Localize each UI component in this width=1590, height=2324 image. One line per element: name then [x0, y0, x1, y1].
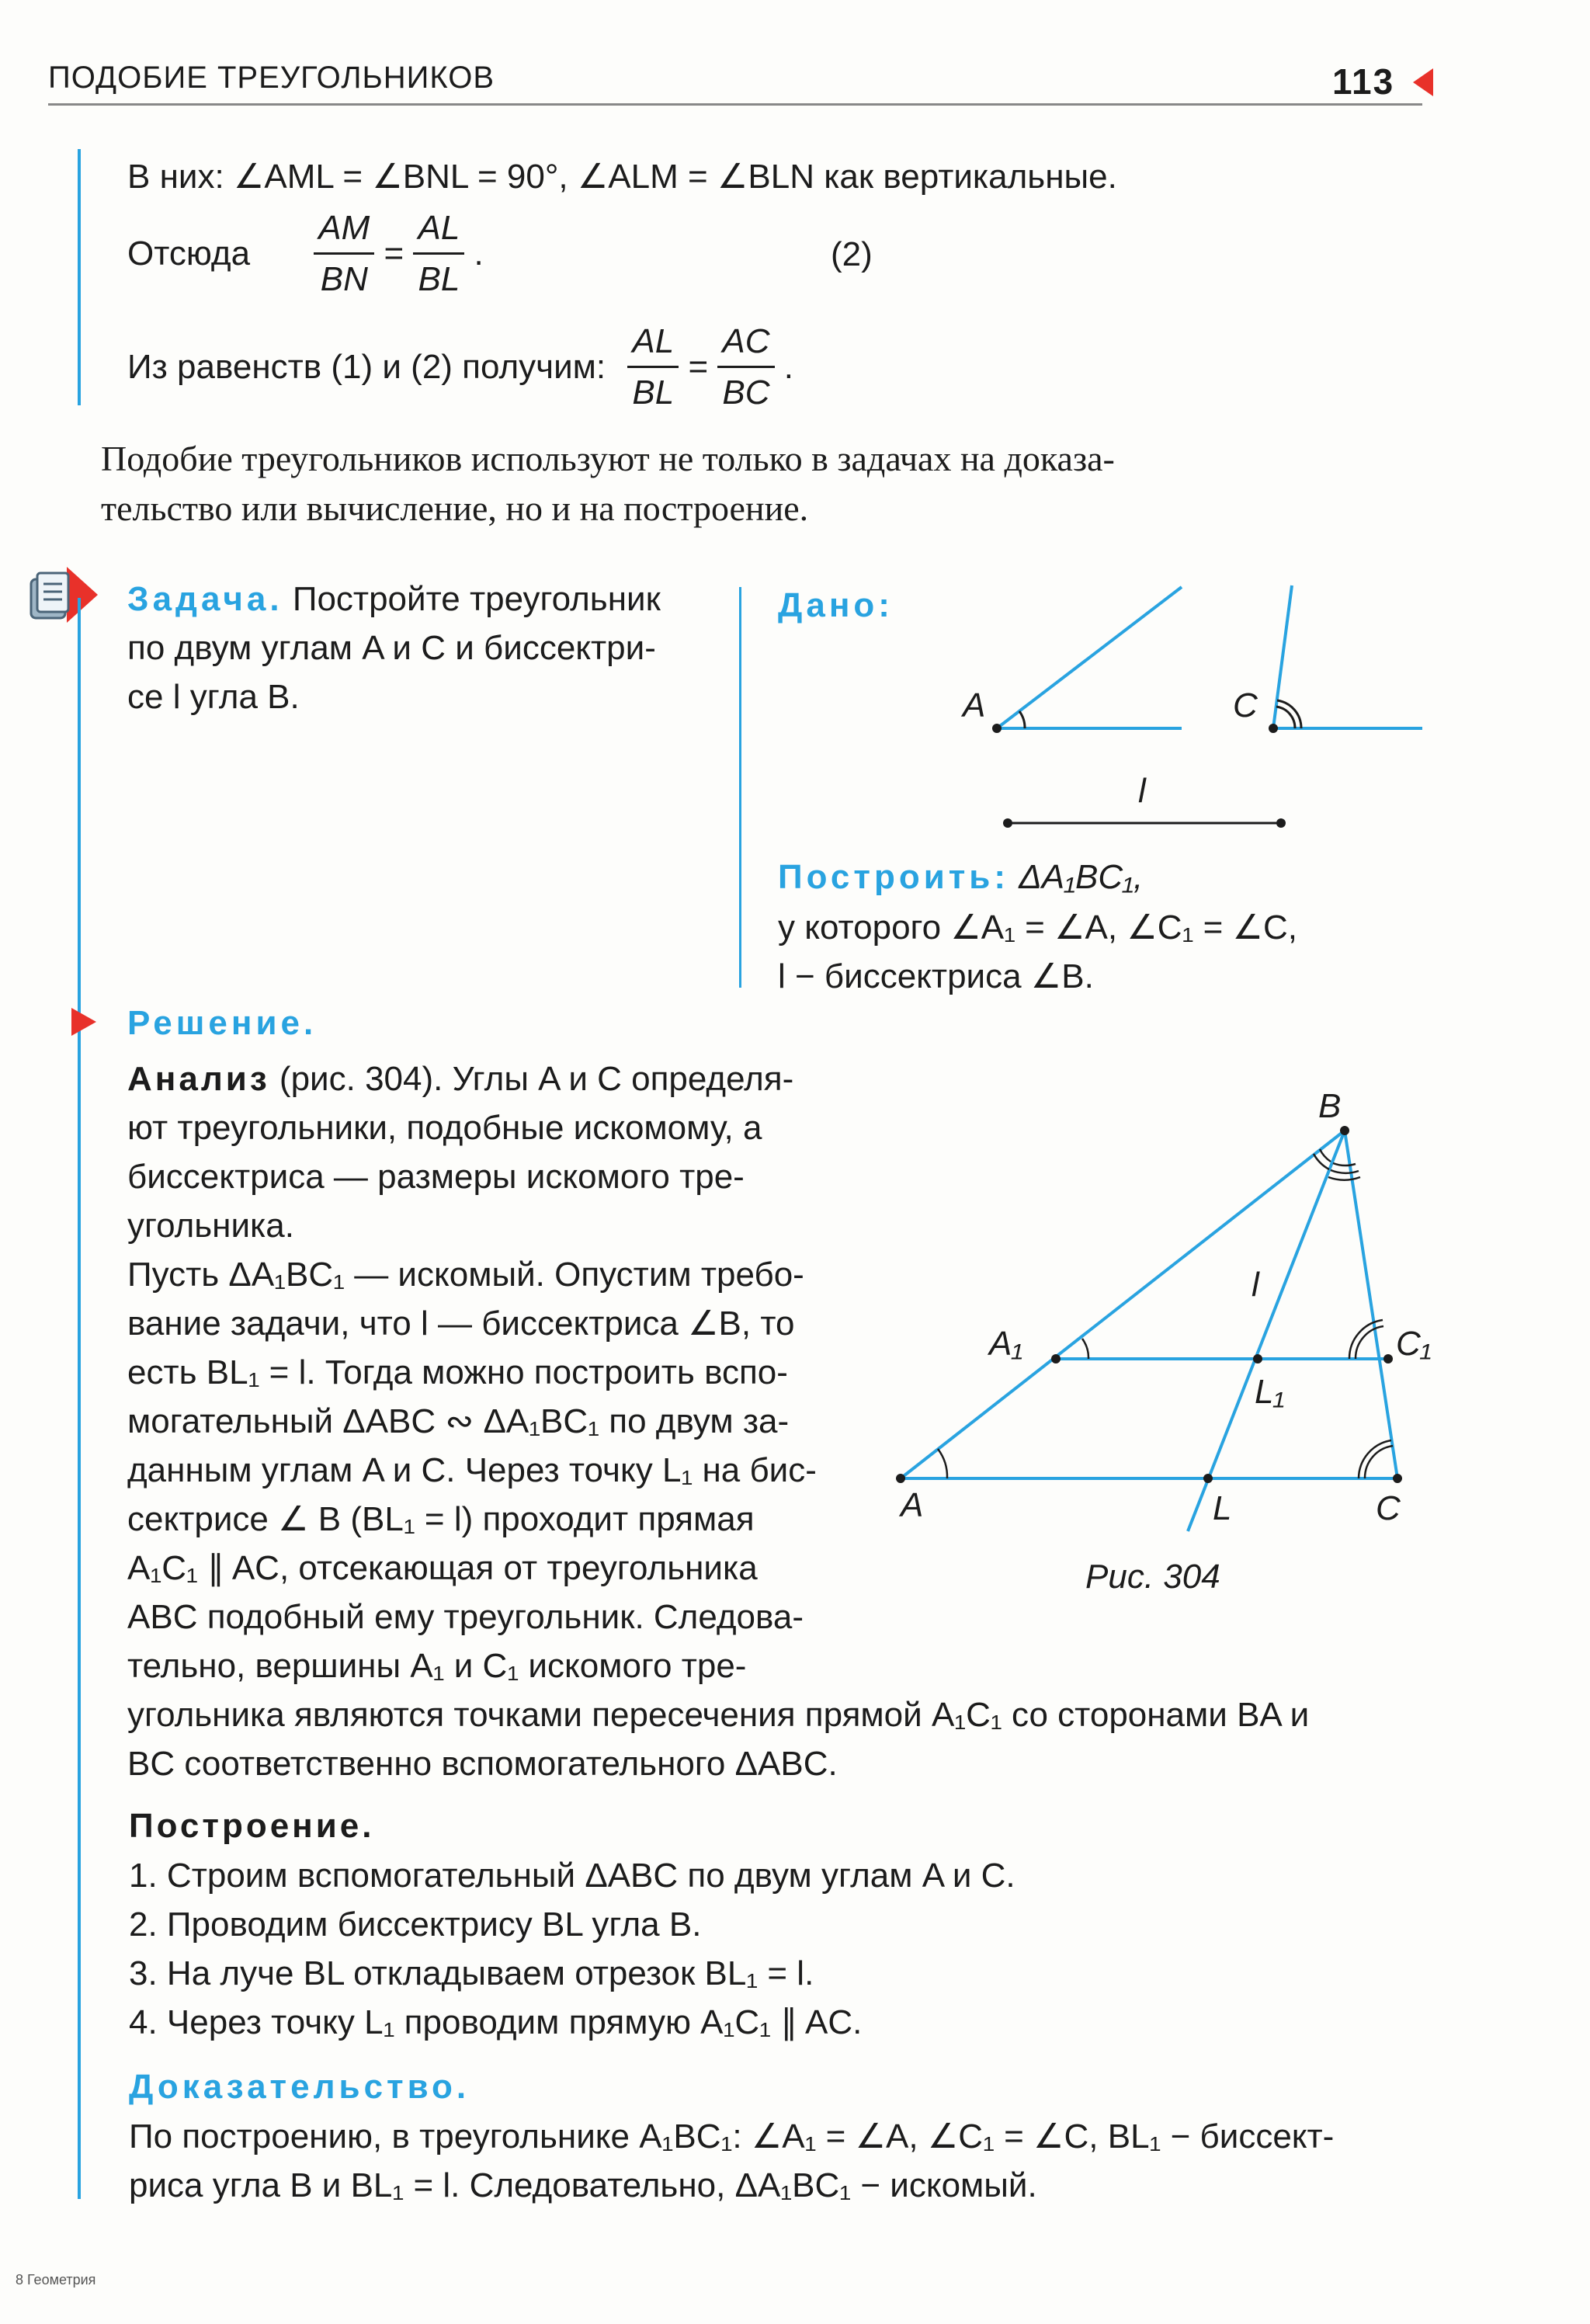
angle-a-arc [938, 1449, 947, 1478]
fig-label-a1: A₁ [989, 1325, 1023, 1363]
analysis-line-7: могательный ΔABC ∾ ΔA₁BC₁ по двум за- [127, 1402, 790, 1440]
fraction-al-bl-2 [627, 317, 679, 417]
proof-line2: риса угла B и BL₁ = l. Следовательно, ΔA₁BC₁ − искомый. [129, 2166, 1037, 2204]
frac-num: AL [413, 203, 464, 255]
given-segment-label: l [1138, 772, 1146, 810]
given-angles-svg [963, 573, 1444, 837]
figure-304 [885, 1087, 1429, 1557]
point-l1 [1253, 1354, 1262, 1363]
angle-c-ray2 [1273, 585, 1292, 728]
equation-number: (2) [831, 235, 873, 273]
analysis-line-5: вание задачи, что l — биссектриса ∠B, то [127, 1304, 795, 1343]
analysis-line-9: сектрисе ∠ B (BL₁ = l) проходит прямая [127, 1500, 755, 1538]
angle-a1-arc [1082, 1339, 1088, 1359]
point-c1 [1383, 1354, 1393, 1363]
point-l [1203, 1474, 1213, 1483]
running-header: ПОДОБИЕ ТРЕУГОЛЬНИКОВ [48, 61, 495, 95]
fig-label-l: l [1252, 1266, 1259, 1304]
proof-top-line3: Из равенств (1) и (2) получим: $\frac{AL}{BL}$ = $\frac{AC}{BC}$ . [127, 317, 793, 417]
given-figure [963, 573, 1444, 841]
analysis-line-11: ABC подобный ему треугольник. Следова- [127, 1598, 804, 1636]
point-c-dot [1269, 724, 1278, 733]
analysis-line-4: Пусть ΔA₁BC₁ — искомый. Опустим требо- [127, 1256, 804, 1294]
page-number: 113 [1332, 61, 1395, 102]
solution-label: Решение. [127, 1004, 318, 1042]
analysis-line-10: A₁C₁ ∥ AC, отсекающая от треугольника [127, 1549, 758, 1587]
fig-label-l1: L₁ [1255, 1373, 1285, 1411]
angle-b-arc2 [1314, 1154, 1329, 1169]
analysis-full-line-1: BC соответственно вспомогательного ΔABC. [127, 1745, 838, 1783]
task-line2: по двум углам A и C и биссектри- [127, 629, 656, 667]
line3-prefix: Из равенств (1) и (2) получим: [127, 348, 606, 386]
fig-label-c: C [1376, 1489, 1401, 1527]
segment-start-dot [1003, 818, 1012, 828]
main-section-bar [78, 598, 81, 2199]
analysis-line-6: есть BL₁ = l. Тогда можно построить вспо- [127, 1353, 788, 1391]
given-point-c: C [1233, 686, 1258, 724]
construct-cond1: у которого ∠A₁ = ∠A, ∠C₁ = ∠C, [778, 908, 1298, 947]
task-label: Задача. [127, 580, 283, 618]
angle-a-arc [1019, 711, 1025, 728]
analysis-line-2: биссектриса — размеры искомого тре- [127, 1158, 745, 1196]
construction-step-4: 4. Через точку L₁ проводим прямую A₁C₁ ∥ AC. [129, 2003, 863, 2041]
fraction-al-bl [413, 203, 464, 304]
proof-line1: По построению, в треугольнике A₁BC₁: ∠A₁ = ∠A, ∠C₁ = ∠C, BL₁ − биссект- [129, 2117, 1335, 2156]
proof-top-line2: Отсюда $\frac{AM}{BN}$ = $\frac{AL}{BL}$ . [127, 203, 484, 304]
frac-den: BL [418, 260, 460, 298]
frac-den: BC [722, 373, 770, 412]
construction-label: Построение. [129, 1807, 375, 1845]
point-c [1393, 1474, 1402, 1483]
fig-label-a: A [901, 1486, 924, 1524]
angle-b-arc4 [1331, 1170, 1359, 1173]
intro-line2: тельство или вычисление, но и на построение. [101, 488, 809, 528]
angle-a-ray2 [997, 587, 1182, 728]
task-text1: Постройте треугольник [292, 580, 661, 618]
angle-c-arc1 [1365, 1446, 1393, 1478]
given-label: Дано: [778, 586, 894, 624]
task-line3: се l угла B. [127, 678, 300, 716]
header-rule [48, 103, 1422, 106]
side-bc [1345, 1131, 1397, 1478]
construct-cond2: l − биссектриса ∠B. [778, 957, 1094, 995]
figure-caption: Рис. 304 [1085, 1558, 1220, 1596]
point-b [1340, 1126, 1349, 1135]
construction-step-1: 1. Строим вспомогательный ΔABC по двум углам A и C. [129, 1857, 1015, 1895]
frac-den: BL [632, 373, 675, 412]
page-marker-icon [1411, 67, 1435, 102]
analysis-line-3: угольника. [127, 1207, 294, 1245]
solution-marker-icon [68, 1006, 99, 1041]
analysis-line-0 [127, 1054, 793, 1103]
construction-step-2: 2. Проводим биссектрису BL угла B. [129, 1905, 702, 1944]
line2-prefix: Отсюда [127, 234, 251, 273]
construct-line [778, 853, 1143, 901]
figure-304-svg [885, 1087, 1429, 1553]
fraction-ac-bc [717, 317, 774, 417]
angle-c-arc2 [1359, 1440, 1391, 1478]
task-divider [739, 587, 741, 988]
given-point-a: A [963, 686, 986, 724]
fraction-am-bn [314, 203, 374, 304]
analysis-label: Анализ [127, 1060, 270, 1098]
point-a [896, 1474, 905, 1483]
segment-end-dot [1276, 818, 1286, 828]
task-icon [26, 564, 101, 630]
proof-top-bar [78, 149, 81, 405]
construct-label: Построить: [778, 858, 1009, 896]
angle-b-arc1 [1320, 1149, 1331, 1162]
point-a1 [1051, 1354, 1061, 1363]
analysis-line-12: тельно, вершины A₁ и C₁ искомого тре- [127, 1647, 747, 1685]
analysis-line-1: ют треугольники, подобные искомому, а [127, 1109, 762, 1147]
fig-label-b: B [1318, 1087, 1342, 1125]
task-line1 [127, 575, 661, 624]
analysis-line-8: данным углам A и C. Через точку L₁ на бис- [127, 1451, 817, 1489]
construct-target: ΔA₁BC₁, [1019, 858, 1144, 896]
point-a-dot [992, 724, 1002, 733]
analysis-full-line-0: угольника являются точками пересечения прямой A₁C₁ со сторонами BA и [127, 1696, 1310, 1734]
proof-label: Доказательство. [129, 2068, 470, 2106]
frac-num: AC [717, 317, 774, 368]
footer-note: 8 Геометрия [16, 2272, 96, 2288]
fig-label-c1: C₁ [1396, 1325, 1432, 1363]
analysis-text: (рис. 304). Углы A и C определя- [269, 1060, 794, 1098]
proof-top-line1: В них: ∠AML = ∠BNL = 90°, ∠ALM = ∠BLN как вертикальные. [127, 158, 1117, 196]
intro-line1: Подобие треугольников используют не только в задачах на доказа- [101, 439, 1115, 478]
angle-b-arc3 [1333, 1163, 1356, 1165]
construction-step-3: 3. На луче BL откладываем отрезок BL₁ = l. [129, 1954, 814, 1992]
frac-num: AM [314, 203, 374, 255]
fig-label-lpt: L [1213, 1489, 1232, 1527]
angle-b-arc5 [1328, 1177, 1360, 1180]
angle-c-arc1 [1276, 707, 1295, 728]
frac-num: AL [627, 317, 679, 368]
frac-den: BN [320, 260, 368, 298]
